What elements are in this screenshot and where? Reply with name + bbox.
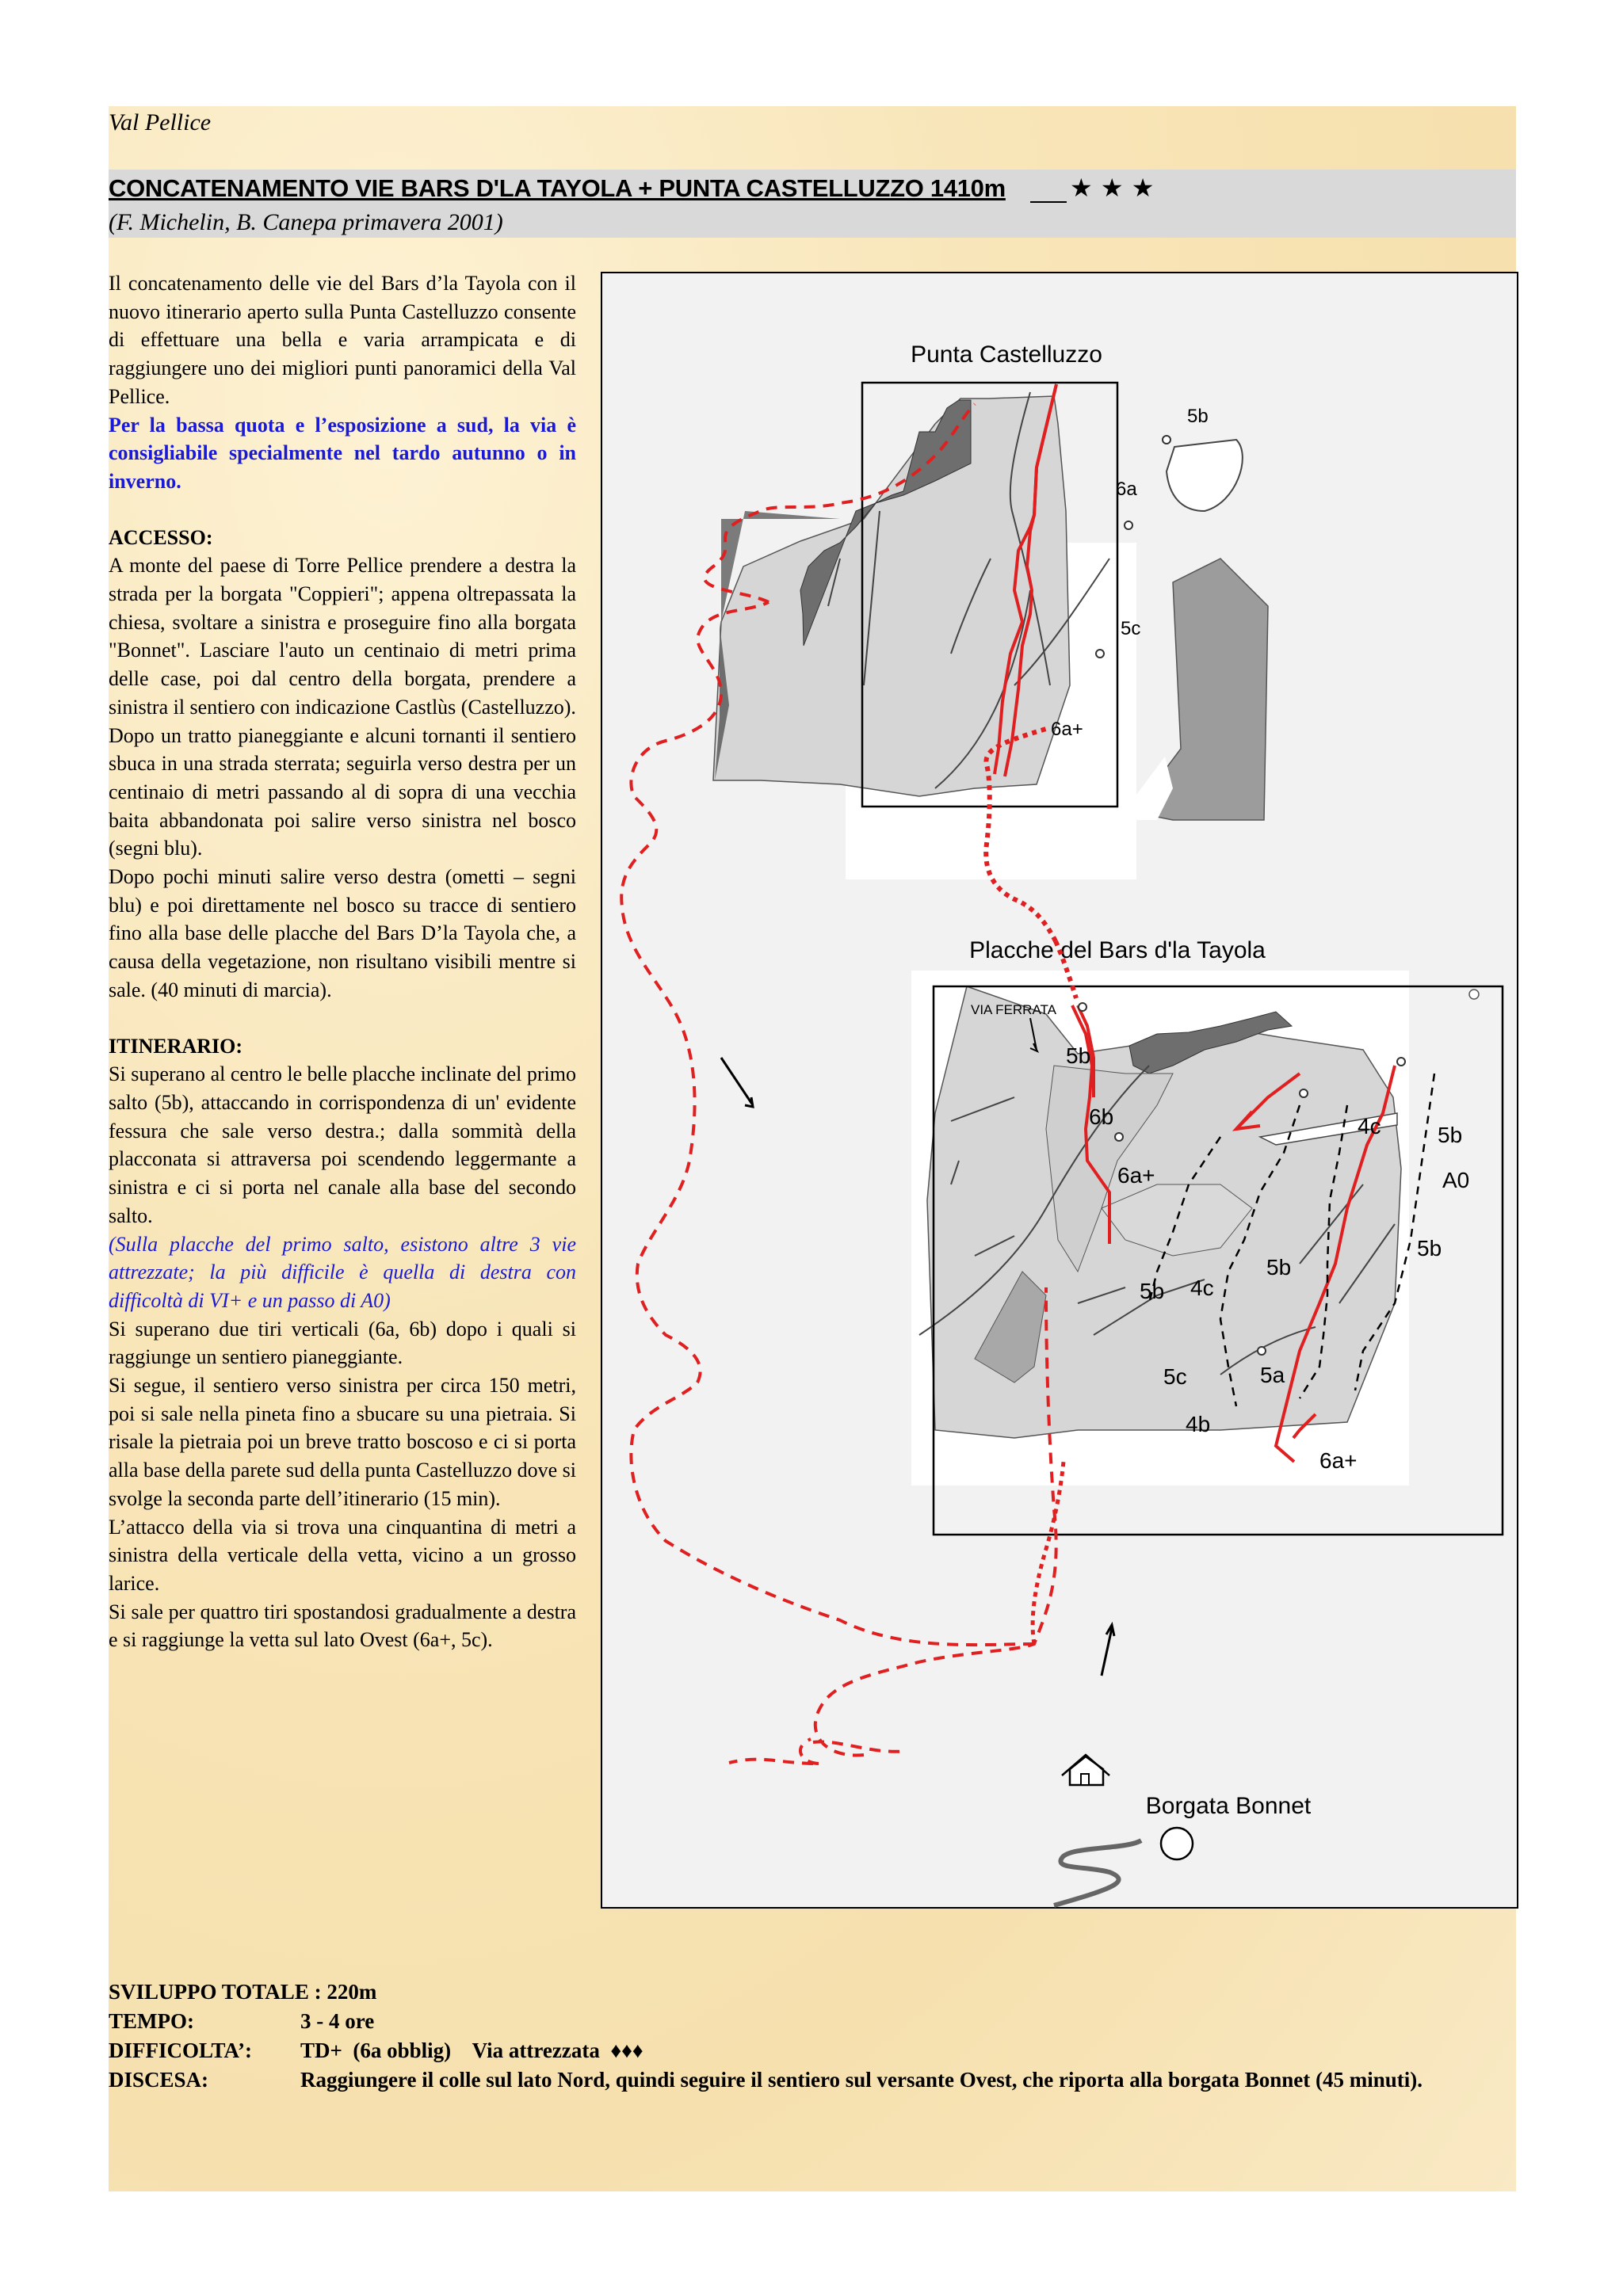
upper-title: Punta Castelluzzo — [911, 341, 1102, 368]
itinerario-paragraph: Si superano due tiri verticali (6a, 6b) dopo i quali si raggiunge un sentiero pianeggiante. — [109, 1317, 576, 1369]
belay-station — [1125, 521, 1132, 529]
grade-label: 4c — [1358, 1114, 1381, 1138]
approach-path-dotted — [1033, 1462, 1064, 1644]
parking-marker — [1161, 1828, 1193, 1859]
grade-label: 5b — [1438, 1123, 1463, 1147]
grade-label: 5b — [1066, 1043, 1091, 1068]
direction-arrow — [721, 1058, 753, 1107]
grade-label: 4c — [1190, 1276, 1214, 1300]
access-road — [1054, 1840, 1141, 1905]
grade-label: 5a — [1260, 1363, 1285, 1387]
start-label: Borgata Bonnet — [1145, 1793, 1312, 1819]
topo-drawing — [602, 273, 1520, 1910]
lower-top-marker — [1469, 990, 1479, 999]
grade-label: 5b — [1266, 1255, 1292, 1280]
accesso-heading: ACCESSO: — [109, 525, 213, 549]
difficolta-label: DIFFICOLTA’: — [109, 2039, 253, 2062]
intro-text: Il concatenamento delle vie del Bars d’la Tayola con il nuovo itinerario aperto sulla Punta Castelluzzo consente di effettuare una bella e varia arrampicata e di raggiungere uno dei migliori punti panoramici della Val Pellice. — [109, 272, 576, 408]
grade-label: 5b — [1417, 1236, 1442, 1261]
itinerario-paragraph: L’attacco della via si trova una cinquantina di metri a sinistra della verticale della vetta, vicino a un grosso larice. — [109, 1515, 576, 1595]
grade-label: 5b — [1140, 1279, 1165, 1303]
belay-station — [1397, 1058, 1405, 1066]
grade-label: 5b — [1187, 406, 1209, 427]
grade-label: 6a+ — [1051, 719, 1083, 740]
via-ferrata-label: VIA FERRATA — [971, 1002, 1057, 1017]
first-ascensionists: (F. Michelin, B. Canepa primavera 2001) — [109, 209, 503, 235]
direction-arrow — [1102, 1625, 1114, 1676]
approach-path — [729, 1739, 819, 1764]
discesa-value: Raggiungere il colle sul lato Nord, quindi seguire il sentiero sul versante Ovest, che riporta alla borgata Bonnet (45 minuti). — [300, 2068, 1423, 2092]
itinerario-paragraph: Si segue, il sentiero verso sinistra per circa 150 metri, poi si sale nella pineta fino a sbucare su una pietraia. Si risale la pietraia poi un breve tratto boscoso e ci si porta alla base della parete sud della punta Castelluzzo dove si svolge la seconda parte dell’itinerario (15 min). — [109, 1374, 576, 1510]
lower-title: Placche del Bars d'la Tayola — [969, 937, 1266, 963]
accesso-paragraph: Dopo pochi minuti salire verso destra (ometti – segni blu) e poi direttamente nel bosco su tracce di sentiero fino alla base delle placche del Bars D’la Tayola che, a causa della vegetazione, non risultano visibili mentre si sale. (40 minuti di marcia). — [109, 865, 576, 1001]
itinerario-paragraph: Si sale per quattro tiri spostandosi gradualmente a destra e si raggiunge la vetta sul lato Ovest (6a+, 5c). — [109, 1600, 576, 1652]
title-underline — [1030, 201, 1067, 203]
itinerario-heading: ITINERARIO: — [109, 1034, 243, 1058]
hut-icon-door — [1081, 1774, 1089, 1785]
discesa-label: DISCESA: — [109, 2068, 209, 2092]
belay-station — [1300, 1089, 1308, 1097]
upper-white-patch — [1167, 440, 1243, 511]
summary-row-difficolta — [109, 2036, 1608, 2065]
route-topo — [601, 272, 1518, 1909]
belay-station — [1096, 650, 1104, 658]
grade-label: 6b — [1089, 1104, 1114, 1129]
star-rating: ★ ★ ★ — [1070, 173, 1155, 203]
season-note: Per la bassa quota e l’esposizione a sud, la via è consigliabile specialmente nel tardo autunno o in inverno. — [109, 413, 576, 493]
grade-label: 6a+ — [1117, 1163, 1155, 1188]
accesso-paragraph: Dopo un tratto pianeggiante e alcuni tornanti il sentiero sbuca in una strada sterrata; seguirla verso destra per un centinaio di metri passando al di sopra di una vecchia baita abbandonata poi salire verso sinistra nel bosco (segni blu). — [109, 723, 576, 860]
difficolta-value: TD+ (6a obblig) Via attrezzata ♦♦♦ — [300, 2039, 643, 2062]
belay-station — [1258, 1347, 1266, 1355]
summary-row-tempo — [109, 2007, 1608, 2036]
grade-label: 4b — [1186, 1412, 1211, 1436]
running-header: Val Pellice — [109, 109, 212, 135]
accesso-paragraph: A monte del paese di Torre Pellice prendere a destra la strada per la borgata "Coppieri"; appena oltrepassata la chiesa, svoltare a sinistra e proseguire fino alla borgata "Bonnet". Lasciare l'auto un centinaio di metri prima delle case, poi dal centro della borgata, prendere a sinistra il sentiero con indicazione Castlùs (Castelluzzo). — [109, 554, 576, 719]
belay-station — [1115, 1133, 1123, 1141]
belay-station — [1163, 436, 1170, 444]
tempo-label: TEMPO: — [109, 2009, 194, 2033]
belay-station — [1079, 1003, 1086, 1011]
page-title: CONCATENAMENTO VIE BARS D'LA TAYOLA + PUNTA CASTELLUZZO 1410m — [109, 174, 1006, 202]
summary-row-discesa — [109, 2065, 1608, 2095]
alternative-routes-note: (Sulla placche del primo salto, esistono altre 3 vie attrezzate; la più difficile è quella di destra con difficoltà di VI+ e un passo di A0) — [109, 1232, 576, 1312]
grade-label: A0 — [1442, 1168, 1470, 1192]
total-length: SVILUPPO TOTALE : 220m — [109, 1980, 377, 2004]
description-column — [109, 269, 576, 1654]
grade-label: 6a+ — [1319, 1448, 1358, 1473]
itinerario-paragraph: Si superano al centro le belle placche inclinate del primo salto (5b), attaccando in corrispondenza di un' evidente fessura che sale verso destra.; dalla sommità della placconata si attraversa poi scendendo leggermante a sinistra e ci si porta nel canale alla base del secondo salto. — [109, 1062, 576, 1227]
route-summary — [109, 1978, 1608, 2095]
grade-label: 5c — [1163, 1364, 1187, 1389]
grade-label: 5c — [1121, 618, 1141, 639]
grade-label: 6a — [1116, 479, 1137, 500]
tempo-value: 3 - 4 ore — [300, 2009, 375, 2033]
